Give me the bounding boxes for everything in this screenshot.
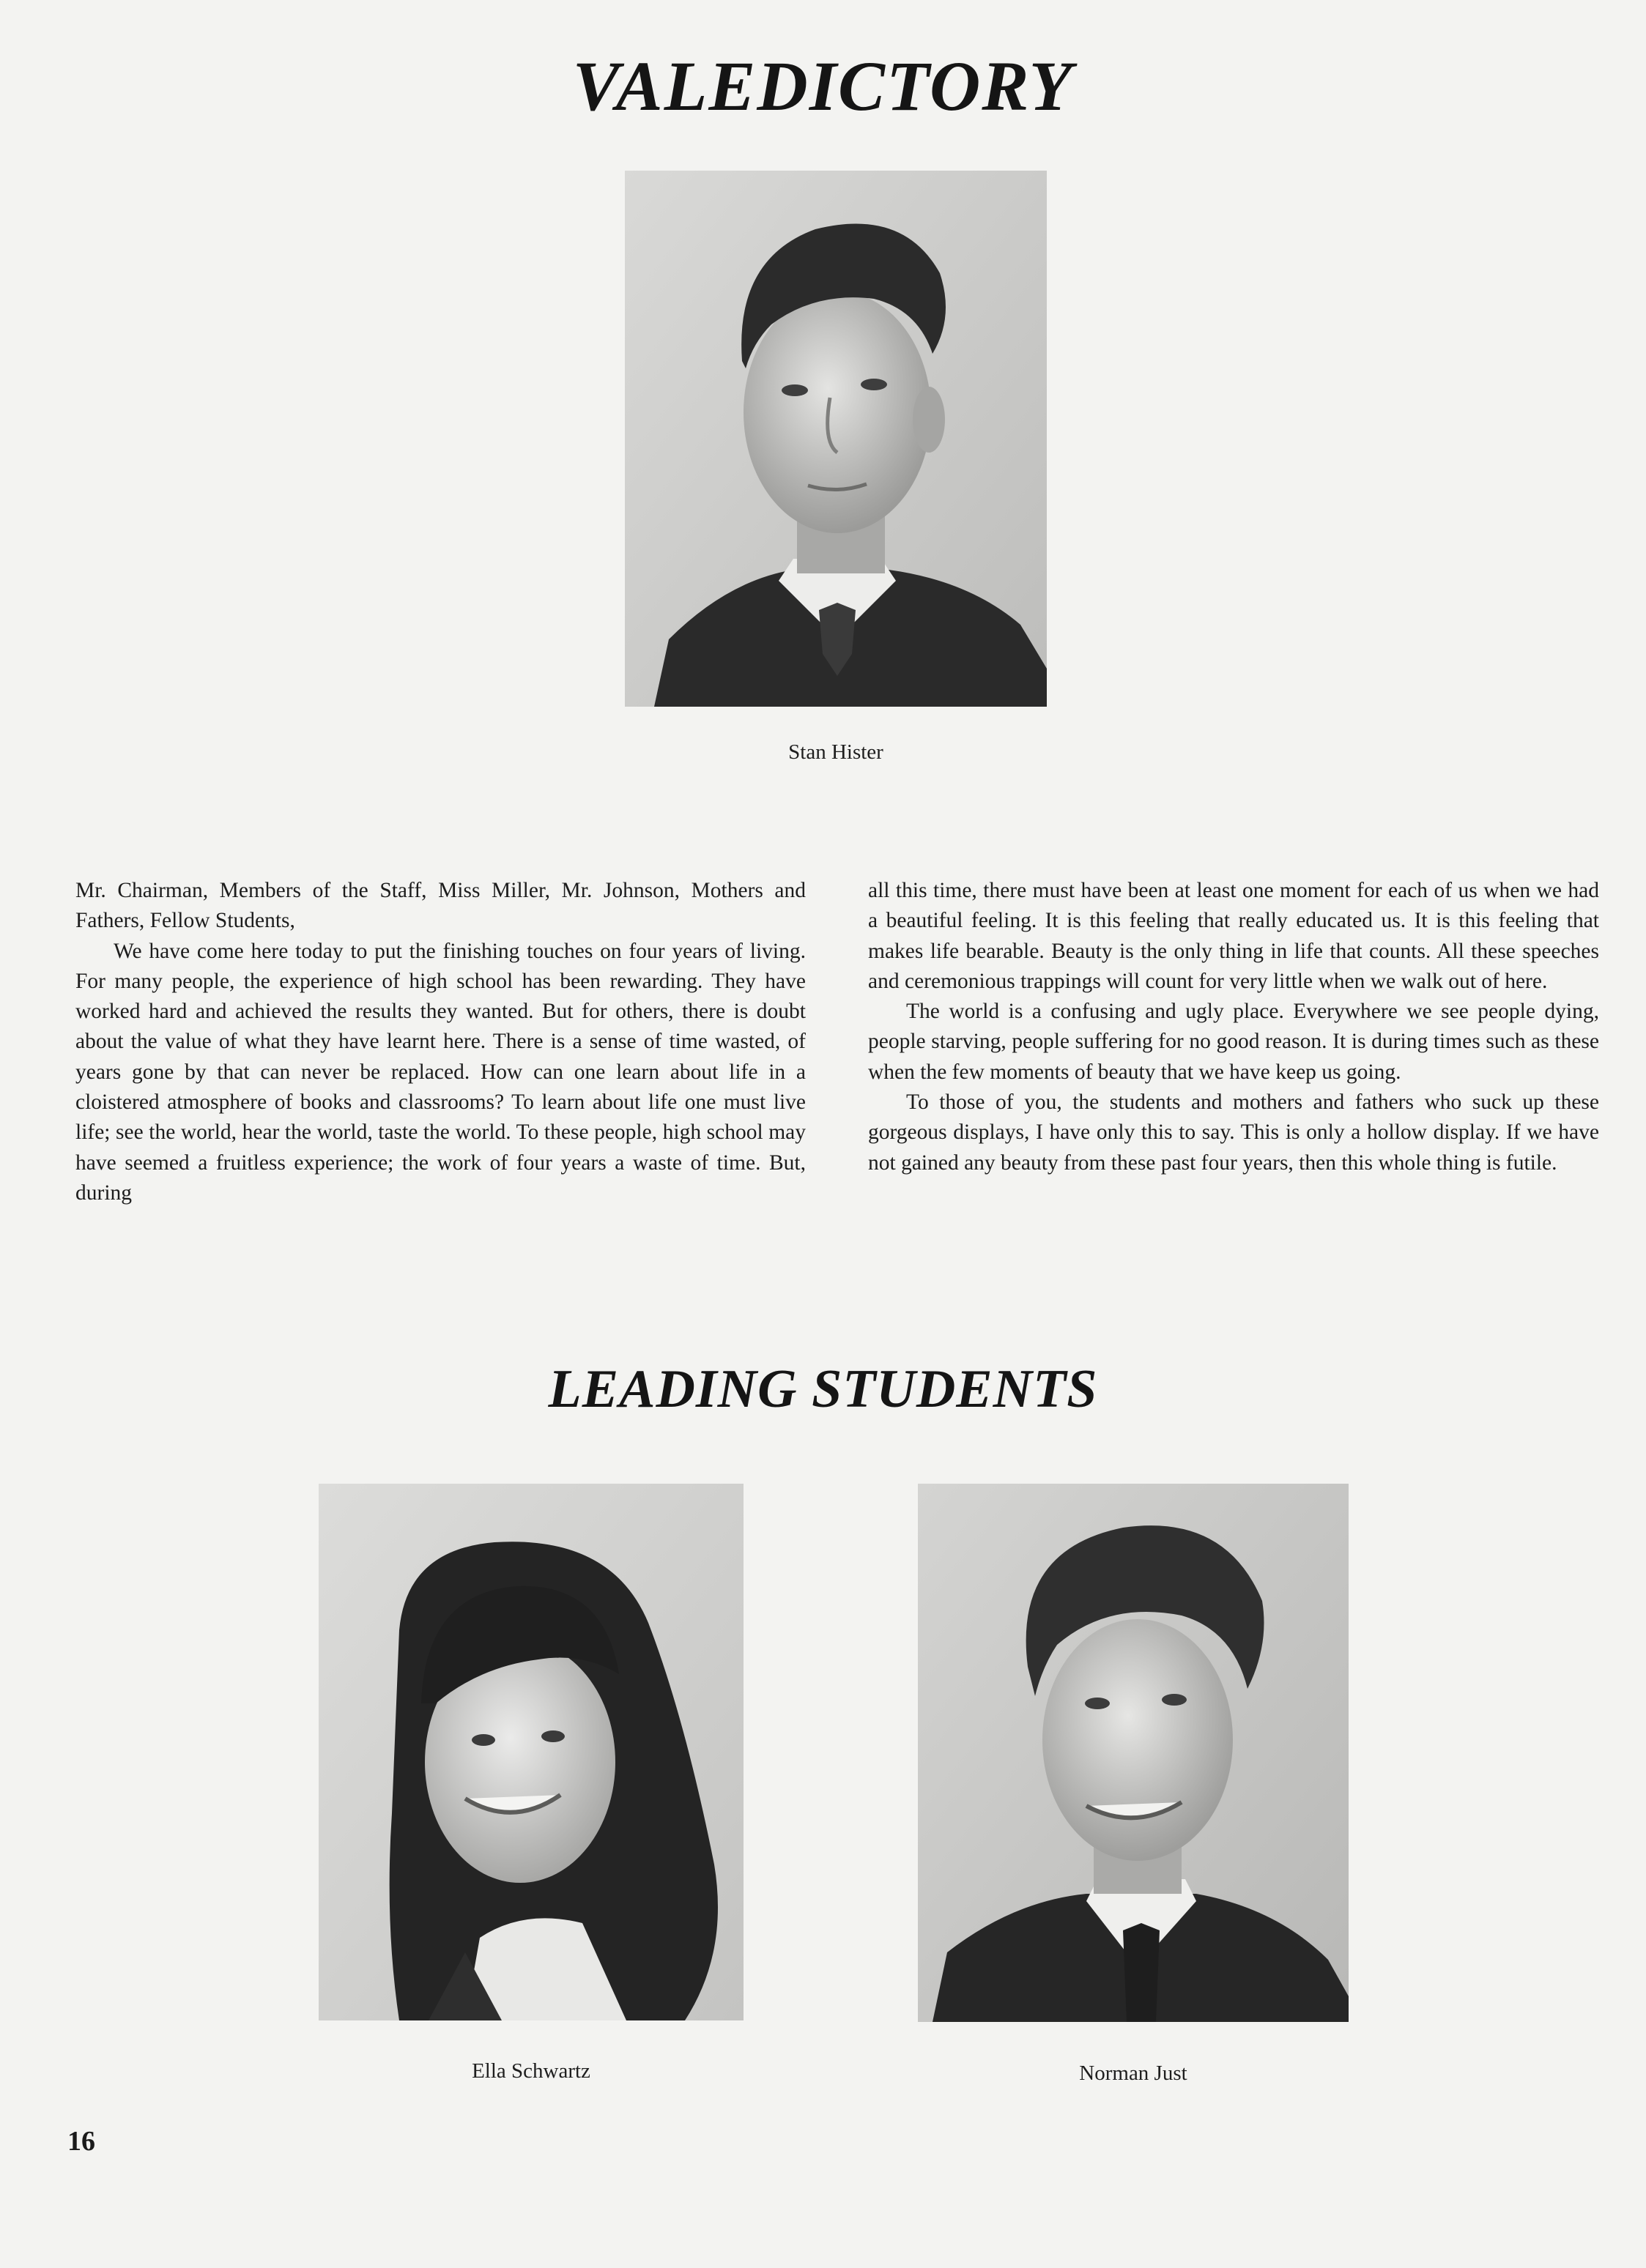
portrait-stan-hister: [625, 171, 1047, 707]
leading-students-title: LEADING STUDENTS: [548, 1359, 1098, 1419]
speech-paragraph: We have come here today to put the finishing touches on four years of living. For many people, the experience of high school has been rewarding. They have worked hard and achieved the results they wanted. But for others, there is doubt about the value of what they have learnt here. There is a sense of time wasted, of years gone by that can never be replaced. How can one learn about life in a cloistered atmosphere of books and classrooms? To learn about life one must live life; see the world, hear the world, taste the world. To these people, high school may have seemed a fruitless experience; the work of four years a waste of time. But, during: [75, 939, 806, 1205]
page-number: 16: [67, 2126, 95, 2157]
speech-column-left: [75, 876, 806, 1208]
portrait-caption-stan: Stan Hister: [788, 740, 883, 764]
portrait-ella-schwartz: [319, 1484, 744, 2020]
speech-paragraph: The world is a confusing and ugly place. Everywhere we see people dying, people starving, people suffering for no good reason. It is during times such as these when the few moments of beauty that we have keep us going.: [868, 1000, 1599, 1084]
speech-paragraph: Mr. Chairman, Members of the Staff, Miss Miller, Mr. Johnson, Mothers and Fathers, Fellow Students,: [75, 879, 806, 933]
portrait-norman-just: [918, 1484, 1349, 2022]
student-caption-norman: Norman Just: [1079, 2061, 1187, 2085]
speech-column-right: [868, 876, 1599, 1178]
speech-paragraph: all this time, there must have been at least one moment for each of us when we had a beautiful feeling. It is this feeling that really educated us. It is this feeling that makes life bearable. Beauty is the only thing in life that counts. All these speeches and ceremonious trappings will count for very little when we walk out of here.: [868, 879, 1599, 993]
student-caption-ella: Ella Schwartz: [472, 2059, 590, 2083]
valedictory-title: VALEDICTORY: [572, 47, 1074, 125]
speech-paragraph: To those of you, the students and mothers and fathers who suck up these gorgeous displays, I have only this to say. This is only a hollow display. If we have not gained any beauty from these past four years, then this whole thing is futile.: [868, 1090, 1599, 1175]
